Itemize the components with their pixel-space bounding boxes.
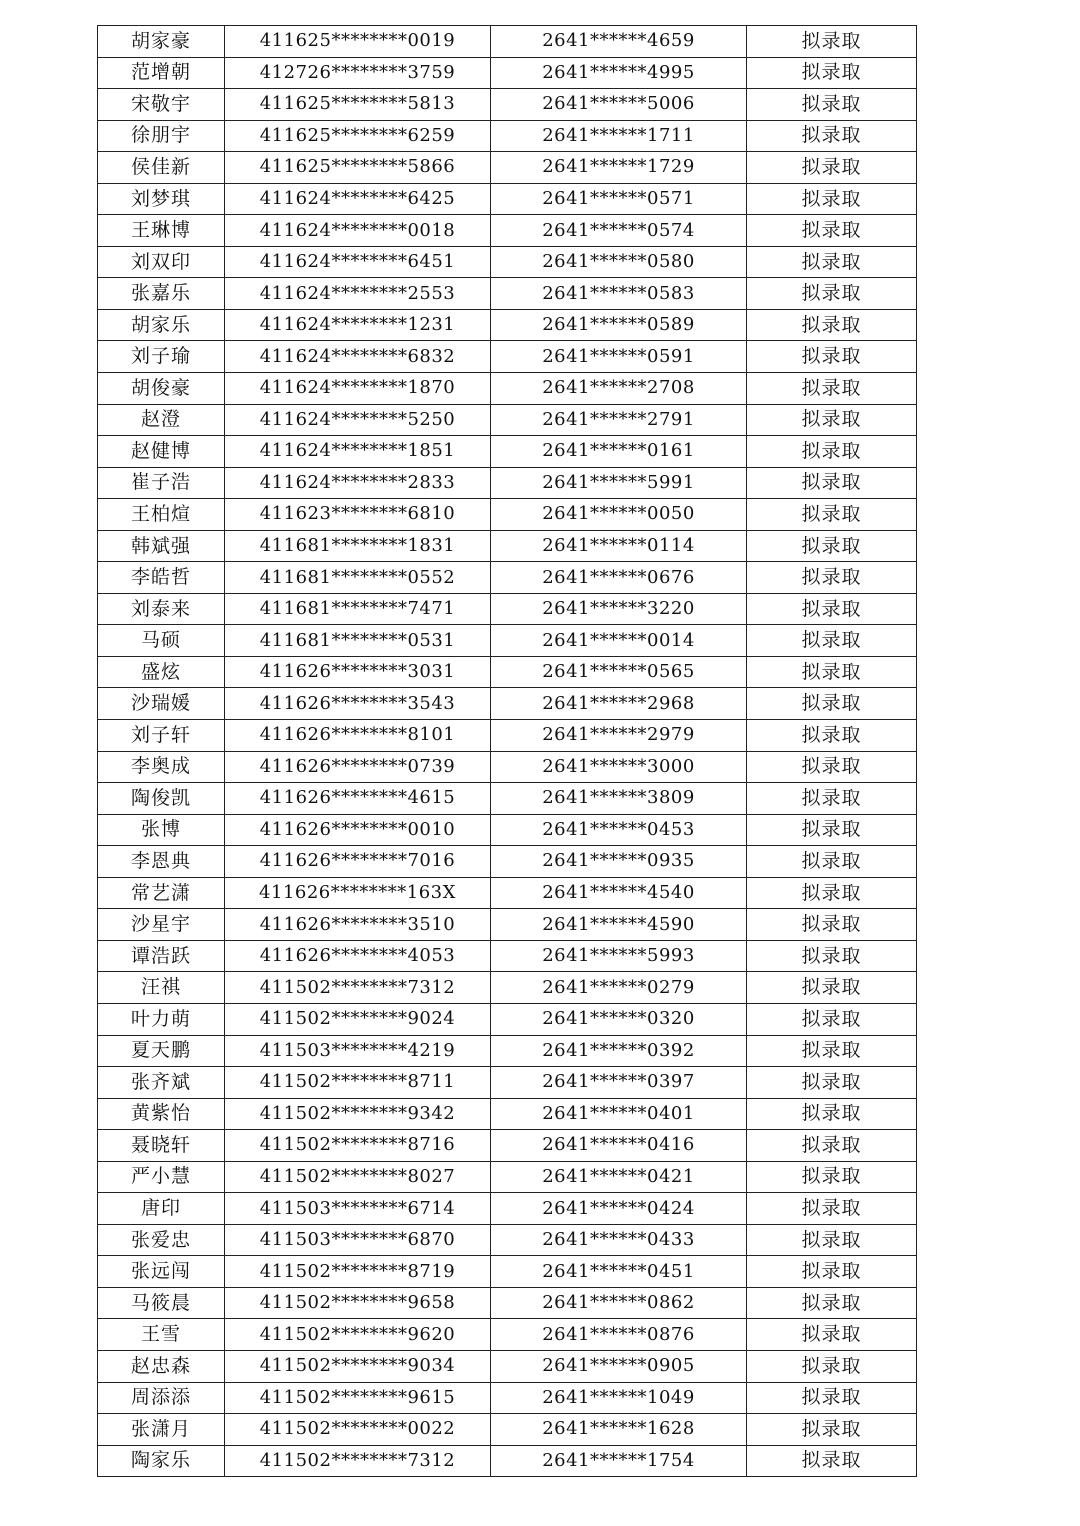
id-number-cell: 411502********8711: [225, 1067, 491, 1099]
student-name-cell: 张嘉乐: [98, 278, 225, 310]
table-row: [98, 593, 917, 625]
admission-status-cell: 拟录取: [747, 499, 917, 531]
id-number-cell: 411502********0022: [225, 1414, 491, 1446]
admission-status-cell: 拟录取: [747, 972, 917, 1004]
exam-ticket-cell: 2641******1628: [491, 1414, 747, 1446]
student-name-cell: 赵健博: [98, 436, 225, 468]
exam-ticket-cell: 2641******0876: [491, 1319, 747, 1351]
exam-ticket-cell: 2641******0433: [491, 1224, 747, 1256]
student-name-cell: 马筱晨: [98, 1287, 225, 1319]
admission-status-cell: 拟录取: [747, 720, 917, 752]
exam-ticket-cell: 2641******5993: [491, 940, 747, 972]
id-number-cell: 411624********1231: [225, 309, 491, 341]
id-number-cell: 411624********6425: [225, 183, 491, 215]
table-row: [98, 1319, 917, 1351]
admission-roster-table: [97, 25, 917, 1477]
exam-ticket-cell: 2641******1754: [491, 1445, 747, 1477]
student-name-cell: 王柏煊: [98, 499, 225, 531]
exam-ticket-cell: 2641******4590: [491, 909, 747, 941]
admission-status-cell: 拟录取: [747, 846, 917, 878]
table-row: [98, 1414, 917, 1446]
admission-status-cell: 拟录取: [747, 656, 917, 688]
student-name-cell: 马硕: [98, 625, 225, 657]
student-name-cell: 黄紫怡: [98, 1098, 225, 1130]
table-row: [98, 1130, 917, 1162]
table-row: [98, 341, 917, 373]
admission-status-cell: 拟录取: [747, 1382, 917, 1414]
id-number-cell: 411624********6832: [225, 341, 491, 373]
id-number-cell: 411681********1831: [225, 530, 491, 562]
id-number-cell: 411626********8101: [225, 720, 491, 752]
exam-ticket-cell: 2641******2708: [491, 373, 747, 405]
exam-ticket-cell: 2641******4659: [491, 26, 747, 58]
student-name-cell: 赵澄: [98, 404, 225, 436]
table-row: [98, 152, 917, 184]
table-row: [98, 1224, 917, 1256]
student-name-cell: 胡家乐: [98, 309, 225, 341]
table-row: [98, 278, 917, 310]
id-number-cell: 411625********5866: [225, 152, 491, 184]
student-name-cell: 张齐斌: [98, 1067, 225, 1099]
table-row: [98, 814, 917, 846]
admission-status-cell: 拟录取: [747, 1350, 917, 1382]
exam-ticket-cell: 2641******0935: [491, 846, 747, 878]
student-name-cell: 盛炫: [98, 656, 225, 688]
admission-status-cell: 拟录取: [747, 152, 917, 184]
admission-status-cell: 拟录取: [747, 530, 917, 562]
id-number-cell: 411624********6451: [225, 246, 491, 278]
exam-ticket-cell: 2641******0583: [491, 278, 747, 310]
admission-status-cell: 拟录取: [747, 373, 917, 405]
id-number-cell: 411624********1851: [225, 436, 491, 468]
exam-ticket-cell: 2641******0589: [491, 309, 747, 341]
exam-ticket-cell: 2641******3809: [491, 783, 747, 815]
admission-status-cell: 拟录取: [747, 1319, 917, 1351]
admission-status-cell: 拟录取: [747, 909, 917, 941]
admission-status-cell: 拟录取: [747, 1193, 917, 1225]
exam-ticket-cell: 2641******2979: [491, 720, 747, 752]
admission-status-cell: 拟录取: [747, 57, 917, 89]
admission-status-cell: 拟录取: [747, 341, 917, 373]
exam-ticket-cell: 2641******1729: [491, 152, 747, 184]
table-row: [98, 720, 917, 752]
table-row: [98, 246, 917, 278]
exam-ticket-cell: 2641******0401: [491, 1098, 747, 1130]
student-name-cell: 胡家豪: [98, 26, 225, 58]
student-name-cell: 夏天鹏: [98, 1035, 225, 1067]
table-row: [98, 1287, 917, 1319]
exam-ticket-cell: 2641******0565: [491, 656, 747, 688]
admission-status-cell: 拟录取: [747, 120, 917, 152]
student-name-cell: 赵忠森: [98, 1350, 225, 1382]
student-name-cell: 徐朋宇: [98, 120, 225, 152]
table-row: [98, 57, 917, 89]
student-name-cell: 张远闯: [98, 1256, 225, 1288]
id-number-cell: 411503********4219: [225, 1035, 491, 1067]
student-name-cell: 王雪: [98, 1319, 225, 1351]
admission-status-cell: 拟录取: [747, 877, 917, 909]
student-name-cell: 汪祺: [98, 972, 225, 1004]
id-number-cell: 411502********9034: [225, 1350, 491, 1382]
exam-ticket-cell: 2641******0320: [491, 1003, 747, 1035]
table-row: [98, 846, 917, 878]
student-name-cell: 陶家乐: [98, 1445, 225, 1477]
id-number-cell: 411681********7471: [225, 593, 491, 625]
student-name-cell: 陶俊凯: [98, 783, 225, 815]
student-name-cell: 李恩典: [98, 846, 225, 878]
table-row: [98, 625, 917, 657]
exam-ticket-cell: 2641******0416: [491, 1130, 747, 1162]
admission-status-cell: 拟录取: [747, 1414, 917, 1446]
student-name-cell: 崔子浩: [98, 467, 225, 499]
exam-ticket-cell: 2641******0161: [491, 436, 747, 468]
table-row: [98, 373, 917, 405]
admission-status-cell: 拟录取: [747, 246, 917, 278]
id-number-cell: 411626********3031: [225, 656, 491, 688]
exam-ticket-cell: 2641******4540: [491, 877, 747, 909]
admission-status-cell: 拟录取: [747, 1098, 917, 1130]
id-number-cell: 411625********6259: [225, 120, 491, 152]
student-name-cell: 范增朝: [98, 57, 225, 89]
table-row: [98, 972, 917, 1004]
table-row: [98, 404, 917, 436]
admission-status-cell: 拟录取: [747, 26, 917, 58]
student-name-cell: 刘梦琪: [98, 183, 225, 215]
exam-ticket-cell: 2641******0453: [491, 814, 747, 846]
admission-status-cell: 拟录取: [747, 814, 917, 846]
id-number-cell: 411502********9024: [225, 1003, 491, 1035]
student-name-cell: 王琳博: [98, 215, 225, 247]
exam-ticket-cell: 2641******0050: [491, 499, 747, 531]
admission-status-cell: 拟录取: [747, 1130, 917, 1162]
id-number-cell: 411623********6810: [225, 499, 491, 531]
exam-ticket-cell: 2641******5006: [491, 89, 747, 121]
exam-ticket-cell: 2641******1049: [491, 1382, 747, 1414]
admission-status-cell: 拟录取: [747, 562, 917, 594]
exam-ticket-cell: 2641******0421: [491, 1161, 747, 1193]
admission-status-cell: 拟录取: [747, 1035, 917, 1067]
student-name-cell: 张爱忠: [98, 1224, 225, 1256]
admission-status-cell: 拟录取: [747, 593, 917, 625]
exam-ticket-cell: 2641******4995: [491, 57, 747, 89]
admission-status-cell: 拟录取: [747, 1445, 917, 1477]
table-row: [98, 26, 917, 58]
admission-status-cell: 拟录取: [747, 467, 917, 499]
table-row: [98, 688, 917, 720]
exam-ticket-cell: 2641******0424: [491, 1193, 747, 1225]
admission-status-cell: 拟录取: [747, 1224, 917, 1256]
id-number-cell: 411625********0019: [225, 26, 491, 58]
admission-status-cell: 拟录取: [747, 278, 917, 310]
table-row: [98, 1445, 917, 1477]
table-row: [98, 940, 917, 972]
table-row: [98, 656, 917, 688]
id-number-cell: 411681********0552: [225, 562, 491, 594]
admission-status-cell: 拟录取: [747, 1067, 917, 1099]
student-name-cell: 谭浩跃: [98, 940, 225, 972]
id-number-cell: 411626********163X: [225, 877, 491, 909]
table-row: [98, 1193, 917, 1225]
table-row: [98, 436, 917, 468]
table-row: [98, 89, 917, 121]
admission-status-cell: 拟录取: [747, 404, 917, 436]
student-name-cell: 刘泰来: [98, 593, 225, 625]
table-row: [98, 120, 917, 152]
table-row: [98, 1035, 917, 1067]
id-number-cell: 411502********9620: [225, 1319, 491, 1351]
exam-ticket-cell: 2641******2968: [491, 688, 747, 720]
student-name-cell: 胡俊豪: [98, 373, 225, 405]
table-row: [98, 499, 917, 531]
exam-ticket-cell: 2641******0397: [491, 1067, 747, 1099]
admission-status-cell: 拟录取: [747, 1161, 917, 1193]
id-number-cell: 411681********0531: [225, 625, 491, 657]
id-number-cell: 411503********6714: [225, 1193, 491, 1225]
id-number-cell: 411624********1870: [225, 373, 491, 405]
table-row: [98, 909, 917, 941]
student-name-cell: 叶力萌: [98, 1003, 225, 1035]
id-number-cell: 411503********6870: [225, 1224, 491, 1256]
admission-status-cell: 拟录取: [747, 309, 917, 341]
student-name-cell: 李皓哲: [98, 562, 225, 594]
student-name-cell: 李奥成: [98, 751, 225, 783]
exam-ticket-cell: 2641******0591: [491, 341, 747, 373]
admission-status-cell: 拟录取: [747, 940, 917, 972]
id-number-cell: 411626********0739: [225, 751, 491, 783]
table-row: [98, 1098, 917, 1130]
admission-status-cell: 拟录取: [747, 1256, 917, 1288]
student-name-cell: 周添添: [98, 1382, 225, 1414]
id-number-cell: 411624********2833: [225, 467, 491, 499]
id-number-cell: 411626********4615: [225, 783, 491, 815]
id-number-cell: 411502********9658: [225, 1287, 491, 1319]
table-row: [98, 1256, 917, 1288]
id-number-cell: 411625********5813: [225, 89, 491, 121]
table-row: [98, 530, 917, 562]
table-row: [98, 751, 917, 783]
student-name-cell: 刘子轩: [98, 720, 225, 752]
id-number-cell: 411624********2553: [225, 278, 491, 310]
exam-ticket-cell: 2641******0114: [491, 530, 747, 562]
table-row: [98, 562, 917, 594]
table-row: [98, 1161, 917, 1193]
admission-status-cell: 拟录取: [747, 625, 917, 657]
id-number-cell: 411626********3510: [225, 909, 491, 941]
student-name-cell: 张潇月: [98, 1414, 225, 1446]
admission-status-cell: 拟录取: [747, 688, 917, 720]
exam-ticket-cell: 2641******0905: [491, 1350, 747, 1382]
student-name-cell: 常艺潇: [98, 877, 225, 909]
id-number-cell: 411626********0010: [225, 814, 491, 846]
student-name-cell: 严小慧: [98, 1161, 225, 1193]
exam-ticket-cell: 2641******0676: [491, 562, 747, 594]
table-row: [98, 1350, 917, 1382]
admission-status-cell: 拟录取: [747, 89, 917, 121]
student-name-cell: 沙星宇: [98, 909, 225, 941]
table-row: [98, 183, 917, 215]
id-number-cell: 411502********9342: [225, 1098, 491, 1130]
exam-ticket-cell: 2641******0862: [491, 1287, 747, 1319]
id-number-cell: 411626********4053: [225, 940, 491, 972]
exam-ticket-cell: 2641******5991: [491, 467, 747, 499]
exam-ticket-cell: 2641******0574: [491, 215, 747, 247]
id-number-cell: 412726********3759: [225, 57, 491, 89]
id-number-cell: 411502********7312: [225, 1445, 491, 1477]
exam-ticket-cell: 2641******0571: [491, 183, 747, 215]
table-row: [98, 1067, 917, 1099]
exam-ticket-cell: 2641******0014: [491, 625, 747, 657]
exam-ticket-cell: 2641******3000: [491, 751, 747, 783]
exam-ticket-cell: 2641******0392: [491, 1035, 747, 1067]
table-row: [98, 783, 917, 815]
id-number-cell: 411624********0018: [225, 215, 491, 247]
student-name-cell: 刘子瑜: [98, 341, 225, 373]
student-name-cell: 张博: [98, 814, 225, 846]
exam-ticket-cell: 2641******0279: [491, 972, 747, 1004]
id-number-cell: 411502********8027: [225, 1161, 491, 1193]
student-name-cell: 宋敬宇: [98, 89, 225, 121]
table-row: [98, 215, 917, 247]
table-row: [98, 1003, 917, 1035]
roster-table-body: [98, 26, 917, 1477]
id-number-cell: 411626********3543: [225, 688, 491, 720]
exam-ticket-cell: 2641******0580: [491, 246, 747, 278]
id-number-cell: 411624********5250: [225, 404, 491, 436]
student-name-cell: 韩斌强: [98, 530, 225, 562]
id-number-cell: 411502********9615: [225, 1382, 491, 1414]
id-number-cell: 411626********7016: [225, 846, 491, 878]
id-number-cell: 411502********7312: [225, 972, 491, 1004]
exam-ticket-cell: 2641******1711: [491, 120, 747, 152]
table-row: [98, 467, 917, 499]
admission-status-cell: 拟录取: [747, 215, 917, 247]
table-row: [98, 1382, 917, 1414]
admission-status-cell: 拟录取: [747, 783, 917, 815]
exam-ticket-cell: 2641******0451: [491, 1256, 747, 1288]
admission-status-cell: 拟录取: [747, 751, 917, 783]
exam-ticket-cell: 2641******3220: [491, 593, 747, 625]
admission-status-cell: 拟录取: [747, 1287, 917, 1319]
id-number-cell: 411502********8716: [225, 1130, 491, 1162]
admission-status-cell: 拟录取: [747, 436, 917, 468]
id-number-cell: 411502********8719: [225, 1256, 491, 1288]
student-name-cell: 唐印: [98, 1193, 225, 1225]
student-name-cell: 刘双印: [98, 246, 225, 278]
student-name-cell: 聂晓轩: [98, 1130, 225, 1162]
student-name-cell: 侯佳新: [98, 152, 225, 184]
admission-status-cell: 拟录取: [747, 1003, 917, 1035]
admission-status-cell: 拟录取: [747, 183, 917, 215]
student-name-cell: 沙瑞媛: [98, 688, 225, 720]
exam-ticket-cell: 2641******2791: [491, 404, 747, 436]
table-row: [98, 877, 917, 909]
table-row: [98, 309, 917, 341]
